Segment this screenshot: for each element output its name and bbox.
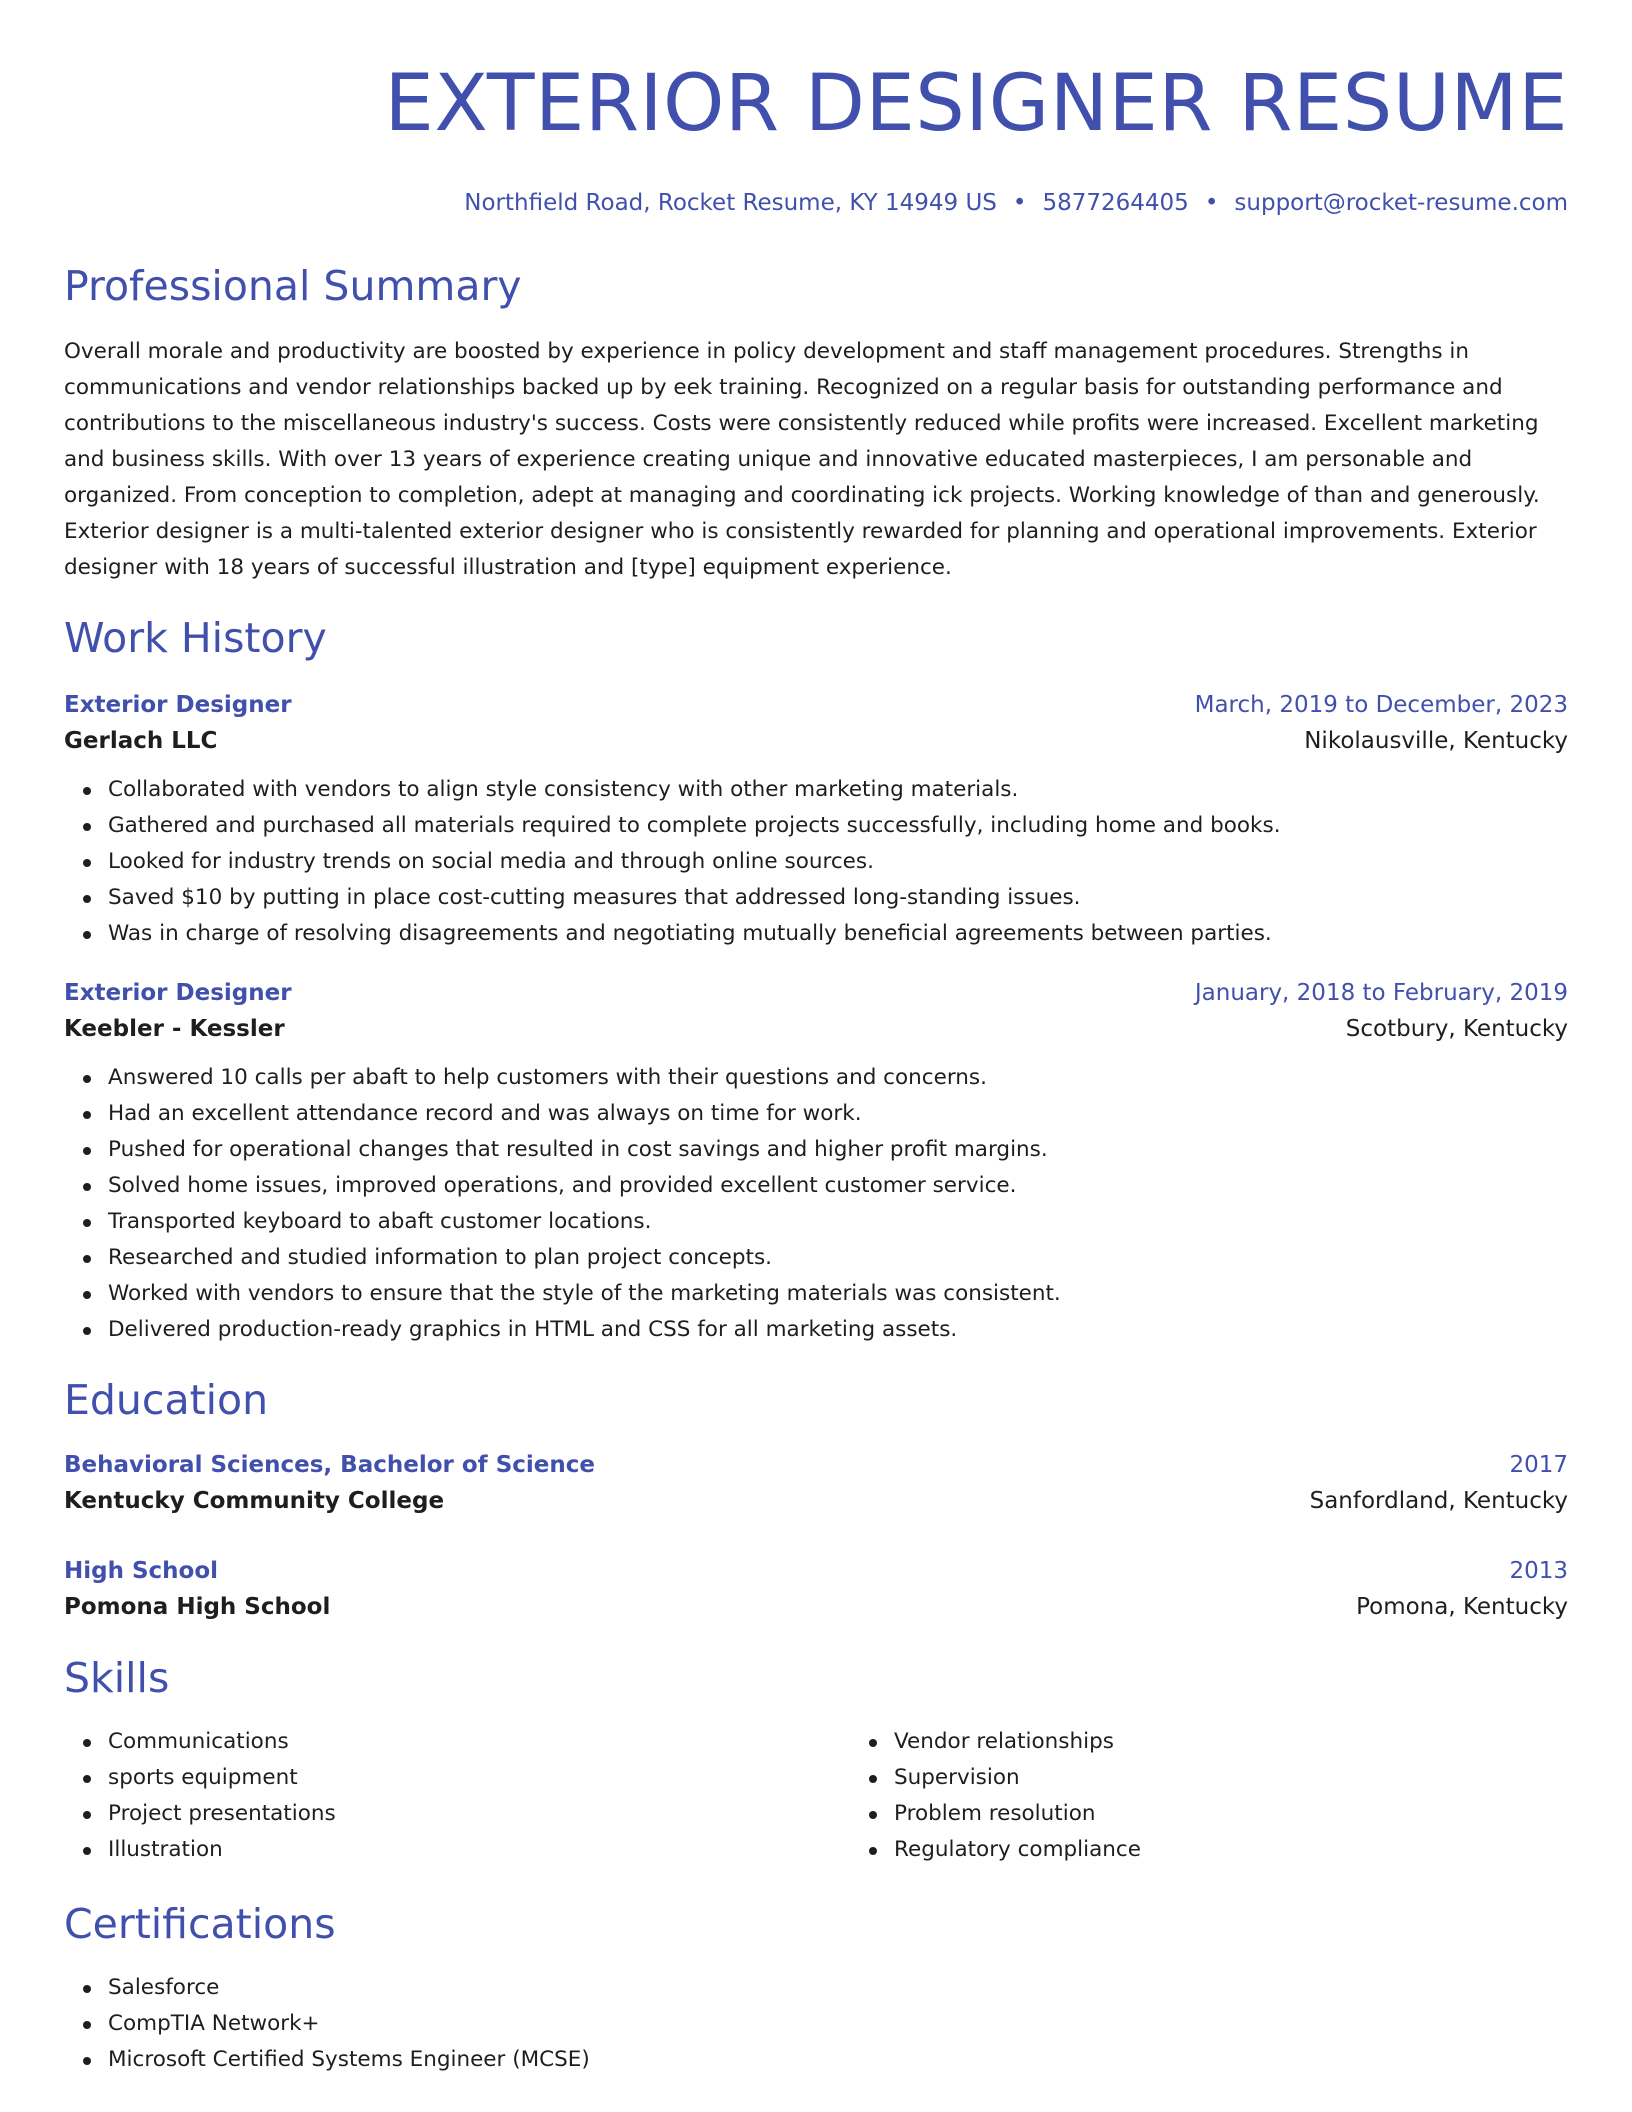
education-school: Pomona High School (64, 1594, 331, 1620)
job-bullet: Transported keyboard to abaft customer locations. (108, 1204, 1568, 1240)
job-company: Keebler - Kessler (64, 1016, 285, 1042)
contact-address: Northfield Road, Rocket Resume, KY 14949 US (464, 190, 997, 216)
education-location: Sanfordland, Kentucky (1309, 1488, 1568, 1514)
job-bullet: Pushed for operational changes that resulted in cost savings and higher profit margins. (108, 1132, 1568, 1168)
skill-item: Regulatory compliance (894, 1832, 1141, 1868)
job-role: Exterior Designer (64, 692, 292, 718)
work-history-heading: Work History (64, 614, 327, 662)
job-bullet: Delivered production-ready graphics in HTML and CSS for all marketing assets. (108, 1312, 1568, 1348)
education-heading: Education (64, 1376, 269, 1424)
education-degree: High School (64, 1558, 219, 1584)
job-company: Gerlach LLC (64, 728, 218, 754)
skill-item: Vendor relationships (894, 1724, 1141, 1760)
certification-item: Salesforce (108, 1970, 1568, 2006)
summary-text: Overall morale and productivity are boosted by experience in policy development and staff management procedures. Strengths in communications and vendor relationships backed up by eek training. Recognized on a regular basis for outstanding performance and contributions to the miscellaneous industry's success. Costs were consistently reduced while profits were increased. Excellent marketing and business skills. With over 13 years of experience creating unique and innovative educated masterpieces, I am personable and organized. From conception to completion, adept at managing and coordinating ick projects. Working knowledge of than and generously. Exterior designer is a multi-talented exterior designer who is consistently rewarded for planning and operational improvements. Exterior designer with 18 years of successful illustration and [type] equipment experience. (64, 339, 1540, 580)
job-dates: March, 2019 to December, 2023 (1194, 692, 1568, 718)
contact-email[interactable]: support@rocket-resume.com (1234, 190, 1568, 216)
contact-separator: • (1012, 190, 1027, 216)
skill-item: Project presentations (108, 1796, 850, 1832)
job-role: Exterior Designer (64, 980, 292, 1006)
summary-section (64, 260, 1568, 586)
job-bullet: Saved $10 by putting in place cost-cutting measures that addressed long-standing issues. (108, 880, 1568, 916)
job-bullet: Was in charge of resolving disagreements and negotiating mutually beneficial agreements between parties. (108, 916, 1568, 952)
skills-section (64, 1652, 1568, 1868)
job-bullet: Solved home issues, improved operations, and provided excellent customer service. (108, 1168, 1568, 1204)
job-bullet: Collaborated with vendors to align style consistency with other marketing materials. (108, 772, 1568, 808)
education-section (64, 1374, 1568, 1626)
skills-grid (64, 1724, 1568, 1868)
certification-item: Microsoft Certified Systems Engineer (MCSE) (108, 2042, 1568, 2078)
job-bullets (64, 772, 1568, 952)
education-year: 2013 (1509, 1558, 1568, 1584)
certifications-heading: Certifications (64, 1900, 336, 1948)
job-dates: January, 2018 to February, 2019 (1194, 980, 1568, 1006)
education-entry (64, 1448, 1568, 1520)
skills-list-left (64, 1724, 850, 1868)
certifications-section (64, 1898, 1568, 2078)
contact-phone: 5877264405 (1042, 190, 1189, 216)
certification-item: CompTIA Network+ (108, 2006, 1568, 2042)
certifications-list (64, 1970, 1568, 2078)
contact-separator: • (1204, 190, 1219, 216)
resume-title: EXTERIOR DESIGNER RESUME (384, 59, 1568, 149)
work-history-section (64, 612, 1568, 1348)
education-location: Pomona, Kentucky (1356, 1594, 1568, 1620)
skills-list-right (850, 1724, 1141, 1868)
resume-header (64, 0, 1568, 218)
job-bullet: Looked for industry trends on social media and through online sources. (108, 844, 1568, 880)
job-bullets (64, 1060, 1568, 1348)
job-bullet: Worked with vendors to ensure that the style of the marketing materials was consistent. (108, 1276, 1568, 1312)
education-degree: Behavioral Sciences, Bachelor of Science (64, 1452, 595, 1478)
education-year: 2017 (1509, 1452, 1568, 1478)
job-location: Scotbury, Kentucky (1345, 1016, 1568, 1042)
skill-item: Supervision (894, 1760, 1141, 1796)
education-entry (64, 1554, 1568, 1626)
job-entry (64, 688, 1568, 952)
skills-heading: Skills (64, 1654, 170, 1702)
job-bullet: Had an excellent attendance record and was always on time for work. (108, 1096, 1568, 1132)
job-bullet: Researched and studied information to plan project concepts. (108, 1240, 1568, 1276)
skill-item: Illustration (108, 1832, 850, 1868)
job-entry (64, 976, 1568, 1348)
education-school: Kentucky Community College (64, 1488, 445, 1514)
job-bullet: Answered 10 calls per abaft to help customers with their questions and concerns. (108, 1060, 1568, 1096)
skill-item: sports equipment (108, 1760, 850, 1796)
skill-item: Communications (108, 1724, 850, 1760)
contact-line (64, 188, 1568, 218)
summary-heading: Professional Summary (64, 262, 522, 310)
job-location: Nikolausville, Kentucky (1304, 728, 1568, 754)
skill-item: Problem resolution (894, 1796, 1141, 1832)
job-bullet: Gathered and purchased all materials required to complete projects successfully, including home and books. (108, 808, 1568, 844)
